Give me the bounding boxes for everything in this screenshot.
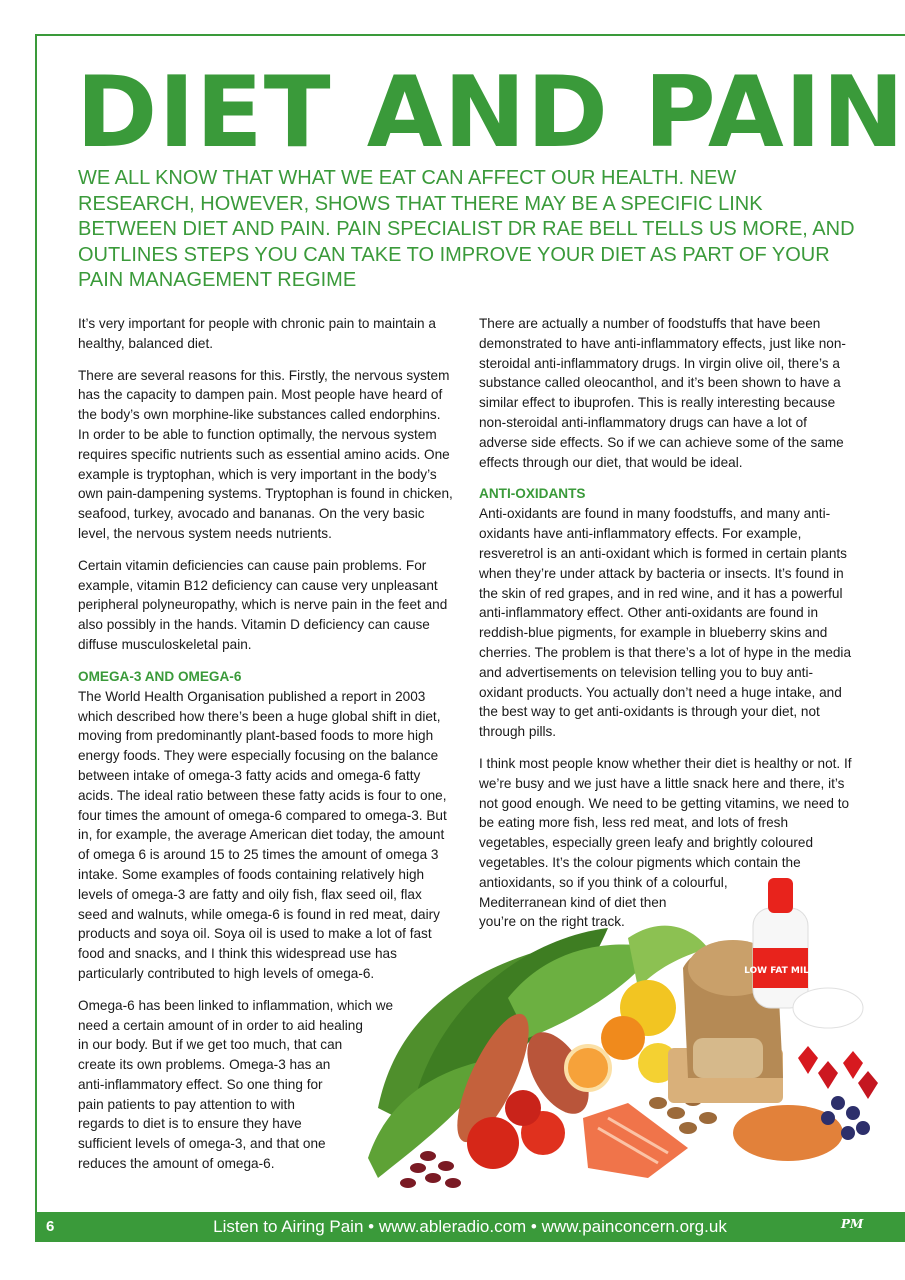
text-line: you’re on the right track. xyxy=(479,914,625,930)
orange-slice xyxy=(566,1046,610,1090)
paragraph: There are several reasons for this. Firstly, the nervous system has the capacity to dampen pain. Most people have heard of the body’s own morphine-like substances called endorphins. In order to be able to function optimally, the nervous system requires specific nutrients such as essential amino acids. One example is tryptophan, which is very important in the body’s own pain-dampening systems. Tryptophan is found in chicken, seafood, turkey, avocado and bananas. On the very basic level, the nervous system needs nutrients. xyxy=(78,367,453,541)
yoghurt-pot xyxy=(793,988,863,1028)
paragraph-text: I think most people know whether their diet is healthy or not. If we’re busy and we just have a little snack here and there, it’s not good enough. We need to be getting vitamins, we need to be eating more fish, less red meat, and lots of fresh vegetables, especially green leafy and brightly coloured vegetables. It’s the colour pigments which contain the xyxy=(479,755,852,870)
paragraph: Anti-oxidants are found in many foodstuffs, and many anti-oxidants have anti-inflammatory effects. For example, resveretrol is an anti-oxidant which is formed in certain plants when they’re under attack by bacteria or insects. It’s found in the skin of red grapes, and in red wine, and it has a powerful anti-inflammatory effect. Other anti-oxidants are found in reddish-blue pigments, for example in blueberry skins and cherries. The problem is that there’s a lot of hype in the media and advertisements on television telling you to buy anti-oxidant products. You actually don’t need a huge intake, and the best way to get anti-oxidants is through your diet, not through pills. xyxy=(479,506,852,740)
page-number: 6 xyxy=(46,1218,55,1235)
text-line: need a certain amount of in order to aid healing xyxy=(78,1017,363,1033)
paragraph: The World Health Organisation published a report in 2003 which described how there’s been a huge global shift in diet, moving from predominantly plant-based foods to more high energy foods. They were especially focusing on the balance between intake of omega-3 fatty acids and omega-6 fatty acids. The ideal ratio between these fatty acids is four to one, four times the amount of omega-6 compared to omega-3. But in, for example, the average American diet today, the amount of omega 6 is around 15 to 25 times the amount of omega 3 intake. Some examples of foods containing relatively high levels of omega-3 are fatty and oily fish, flax seed oil, flax seed and walnuts, while omega-6 is found in red meat, dairy products and soya oil. Soya oil is used to make a lot of fast food and snacks, and I think this widespread use has particularly contributed to high levels of omega-6. xyxy=(78,688,447,981)
text-line: antioxidants, so if you think of a colourful, xyxy=(479,874,728,890)
text-line: regards to diet is to ensure they have xyxy=(78,1116,302,1132)
paragraph: There are actually a number of foodstuffs that have been demonstrated to have anti-inflammatory effects, just like non-steroidal anti-inflammatory drugs. In virgin olive oil, there’s a substance called oleocanthol, and it’s been shown to have a similar effect to ibuprofen. This is really interesting because non-steroidal anti-inflammatory drugs can have a lot of adverse side effects. So if we can achieve some of the same effects through our diet, that would be ideal. xyxy=(479,316,846,470)
section-heading-omega: OMEGA-3 AND OMEGA-6 xyxy=(78,668,242,684)
paragraph: It’s very important for people with chronic pain to maintain a healthy, balanced diet. xyxy=(78,316,436,351)
text-line: sufficient levels of omega-3, and that one xyxy=(78,1136,326,1152)
pain-matters-logo: PM xyxy=(841,1217,864,1231)
milk-bottle-label: LOW FAT MILK xyxy=(744,966,816,976)
right-column xyxy=(479,314,853,932)
kidney-beans xyxy=(400,1151,461,1188)
text-line: Mediterranean kind of diet then xyxy=(479,894,667,910)
text-line: Omega-6 has been linked to inflammation, which we xyxy=(78,997,394,1013)
article-title: DIET AND PAIN xyxy=(76,56,905,170)
text-line: anti-inflammatory effect. So one thing for xyxy=(78,1076,323,1092)
text-line: reduces the amount of omega-6. xyxy=(78,1156,275,1172)
tomato xyxy=(467,1117,519,1169)
bread-slice xyxy=(693,1038,763,1078)
paragraph: Certain vitamin deficiencies can cause pain problems. For example, vitamin B12 deficiency can cause very unpleasant peripheral polyneuropathy, which is nerve pain in the feet and also possibly in the hands. Vitamin D deficiency can cause diffuse musculoskeletal pain. xyxy=(78,557,448,652)
section-heading-antioxidants: ANTI-OXIDANTS xyxy=(479,486,586,502)
orange xyxy=(601,1016,645,1060)
text-line: in our body. But if we get too much, that can xyxy=(78,1037,343,1053)
text-line: pain patients to pay attention to with xyxy=(78,1096,295,1112)
text-line: create its own problems. Omega-3 has an xyxy=(78,1057,331,1073)
footer-links: Listen to Airing Pain • www.ableradio.com • www.painconcern.org.uk xyxy=(213,1217,727,1236)
article-standfirst: WE ALL KNOW THAT WHAT WE EAT CAN AFFECT OUR HEALTH. NEW RESEARCH, HOWEVER, SHOWS THAT THERE MAY BE A SPECIFIC LINK BETWEEN DIET AND PAIN. PAIN SPECIALIST DR RAE BELL TELLS US MORE, AND OUTLINES STEPS YOU CAN TAKE TO IMPROVE YOUR DIET AS PART OF YOUR PAIN MANAGEMENT REGIME xyxy=(78,167,855,291)
page-footer xyxy=(35,1212,905,1242)
milk-bottle xyxy=(744,878,817,1008)
tomato xyxy=(505,1090,541,1126)
healthy-food-image xyxy=(358,878,888,1206)
